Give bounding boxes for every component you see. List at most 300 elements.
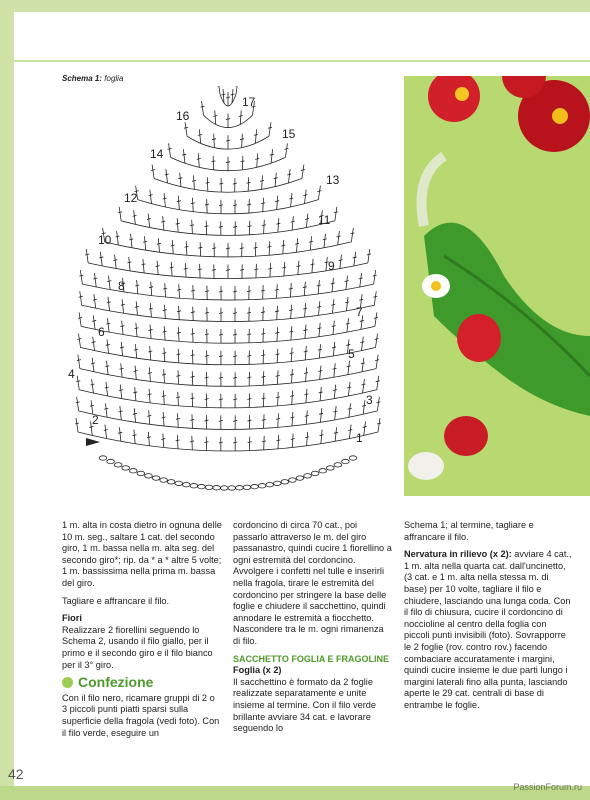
- diagram-stitch: [119, 207, 121, 221]
- diagram-stitch-bar: [377, 423, 381, 424]
- diagram-chain-stitch: [251, 484, 259, 488]
- diagram-chain-stitch: [175, 481, 183, 485]
- diagram-stitch-bar: [92, 342, 96, 343]
- diagram-stitch: [319, 323, 320, 337]
- diagram-stitch-bar: [212, 248, 216, 249]
- diagram-stitch: [278, 413, 279, 427]
- diagram-chain-stitch: [205, 485, 213, 489]
- diagram-stitch-bar: [184, 127, 188, 128]
- diagram-stitch: [354, 252, 356, 266]
- diagram-chain-stitch: [319, 469, 327, 473]
- diagram-chain-stitch: [258, 484, 266, 488]
- diagram-stitch: [171, 262, 172, 276]
- diagram-stitch-bar: [276, 418, 280, 419]
- diagram-row-number: 3: [366, 393, 373, 407]
- diagram-stitch: [348, 382, 350, 396]
- diagram-stitch: [347, 318, 349, 332]
- diagram-stitch-bar: [348, 408, 352, 409]
- diagram-chain-stitch: [228, 486, 236, 490]
- diagram-stitch: [346, 276, 348, 290]
- diagram-stitch: [283, 240, 284, 254]
- diagram-stitch: [185, 122, 187, 136]
- diagram-stitch: [163, 216, 164, 230]
- diagram-stitch-bar: [301, 170, 305, 171]
- diagram-stitch: [215, 110, 216, 124]
- diagram-stitch-bar: [276, 223, 280, 224]
- diagram-stitch: [107, 318, 109, 332]
- page-number: 42: [8, 766, 24, 782]
- diagram-stitch-bar: [149, 195, 153, 196]
- diagram-stitch-bar: [135, 306, 139, 307]
- diagram-stitch-bar: [239, 115, 243, 116]
- diagram-stitch-bar: [157, 243, 161, 244]
- diagram-stitch-bar: [91, 363, 95, 364]
- diagram-row-line: [78, 432, 378, 451]
- diagram-chain-stitch: [190, 484, 198, 488]
- diagram-stitch: [80, 270, 82, 284]
- diagram-stitch-bar: [104, 430, 108, 431]
- diagram-stitch-bar: [105, 366, 109, 367]
- diagram-stitch-bar: [247, 377, 251, 378]
- diagram-chain-stitch: [213, 486, 221, 490]
- diagram-stitch-bar: [176, 375, 180, 376]
- diagram-stitch: [335, 207, 337, 221]
- diagram-stitch-bar: [290, 374, 294, 375]
- diagram-stitch: [376, 355, 378, 369]
- diagram-stitch: [305, 303, 306, 317]
- diagram-stitch: [150, 346, 151, 360]
- diagram-stitch: [305, 325, 306, 339]
- diagram-stitch-bar: [79, 296, 83, 297]
- diagram-stitch-bar: [162, 374, 166, 375]
- diagram-stitch: [108, 297, 110, 311]
- diagram-stitch-bar: [305, 437, 309, 438]
- diagram-stitch: [166, 169, 168, 183]
- diagram-stitch-bar: [147, 219, 151, 220]
- diagram-stitch-bar: [161, 439, 165, 440]
- diagram-stitch: [94, 273, 96, 287]
- diagram-stitch: [321, 430, 322, 444]
- diagram-stitch-bar: [219, 377, 223, 378]
- diagram-chain-stitch: [107, 459, 115, 463]
- diagram-stitch-bar: [233, 399, 237, 400]
- diagram-stitch-bar: [353, 257, 357, 258]
- diagram-stitch-bar: [247, 204, 251, 205]
- diagram-stitch-bar: [282, 267, 286, 268]
- diagram-stitch: [93, 337, 95, 351]
- diagram-stitch-bar: [205, 399, 209, 400]
- diagram-stitch-bar: [107, 281, 111, 282]
- col2-paragraph-2: Il sacchettino è formato da 2 foglie realizzate separatamente e unite insieme al termine. Con il filo verde brillante avviare 34 cat. e lavorare seguendo lo: [233, 676, 376, 734]
- diagram-stitch-bar: [185, 246, 189, 247]
- diagram-stitch: [310, 236, 311, 250]
- diagram-stitch: [324, 234, 326, 248]
- diagram-stitch: [305, 346, 306, 360]
- diagram-stitch-bar: [133, 215, 137, 216]
- diagram-stitch-bar: [231, 94, 235, 95]
- diagram-stitch: [349, 425, 351, 439]
- header-band: [14, 12, 590, 62]
- diagram-stitch-bar: [247, 291, 251, 292]
- diagram-stitch-bar: [162, 417, 166, 418]
- diagram-stitch-bar: [78, 317, 82, 318]
- diagram-stitch-bar: [275, 311, 279, 312]
- diagram-stitch-bar: [240, 139, 244, 140]
- diagram-stitch: [149, 389, 150, 403]
- diagram-chain-stitch: [99, 456, 107, 460]
- diagram-stitch-bar: [233, 291, 237, 292]
- diagram-stitch-bar: [161, 221, 165, 222]
- diagram-stitch: [255, 129, 256, 143]
- diagram-row-number: 5: [348, 347, 355, 361]
- diagram-stitch-bar: [133, 435, 137, 436]
- diagram-stitch-bar: [374, 317, 378, 318]
- diagram-stitch-bar: [226, 270, 230, 271]
- diagram-stitch: [361, 337, 363, 351]
- diagram-stitch-bar: [205, 204, 209, 205]
- diagram-stitch: [319, 344, 320, 358]
- diagram-stitch-bar: [165, 174, 169, 175]
- diagram-stitch: [291, 348, 292, 362]
- diagram-stitch: [346, 297, 348, 311]
- diagram-stitch-bar: [303, 330, 307, 331]
- diagram-stitch-bar: [93, 299, 97, 300]
- diagram-stitch-bar: [205, 420, 209, 421]
- diagram-stitch: [236, 86, 238, 94]
- diagram-stitch-bar: [333, 390, 337, 391]
- diagram-stitch: [120, 385, 121, 399]
- diagram-chain-stitch: [311, 471, 319, 475]
- nervatura-text: avviare 4 cat., 1 m. alta nella quarta cat. dall'uncinetto, (3 cat. e 1 m. alta nella stessa m. di base) per 10 volte, tagliare il filo e chiudere, lasciando una lunga coda. Con il filo di chiusura, cucire il cordoncino di nocciolinе al centro della foglia con piccoli punti invisibili (foto). Sovrapporre le 2 foglie (rov. contro rov.) facendo combaciare accuratamente i margini, quindi cucire insieme le due parti lungo i margini laterali fino alla punta, lasciando aperte le 29 cat. centrali di base di entrambe le foglie.: [404, 549, 572, 710]
- diagram-stitch: [334, 385, 335, 399]
- diagram-stitch: [152, 165, 154, 179]
- diagram-stitch-bar: [262, 376, 266, 377]
- diagram-stitch-bar: [226, 140, 230, 141]
- diagram-stitch-bar: [129, 239, 133, 240]
- diagram-stitch: [198, 153, 199, 167]
- diagram-stitch-bar: [275, 201, 279, 202]
- diagram-chain-stitch: [137, 471, 145, 475]
- diagram-stitch-bar: [163, 310, 167, 311]
- diagram-stitch: [177, 218, 178, 232]
- diagram-stitch-bar: [261, 203, 265, 204]
- diagram-stitch-bar: [162, 396, 166, 397]
- diagram-chain-stitch: [273, 481, 281, 485]
- diagram-stitch: [164, 326, 165, 340]
- diagram-stitch-bar: [149, 330, 153, 331]
- diagram-chain-stitch: [152, 476, 160, 480]
- diagram-row-line: [154, 179, 302, 193]
- diagram-stitch: [136, 323, 137, 337]
- diagram-stitch: [178, 413, 179, 427]
- diagram-stitch-bar: [177, 332, 181, 333]
- diagram-stitch: [376, 334, 378, 348]
- diagram-stitch-bar: [359, 278, 363, 279]
- text-column-3: [404, 520, 574, 718]
- diagram-stitch-bar: [284, 148, 288, 149]
- diagram-stitch-bar: [149, 308, 153, 309]
- diagram-stitch: [292, 391, 293, 405]
- col1-paragraph-2: Tagliare e affrancare il filo.: [62, 595, 170, 606]
- diagram-stitch: [292, 434, 293, 448]
- diagram-stitch-bar: [262, 225, 266, 226]
- diagram-row-line: [81, 326, 375, 343]
- diagram-stitch: [291, 369, 292, 383]
- diagram-stitch-bar: [163, 331, 167, 332]
- diagram-stitch-bar: [233, 313, 237, 314]
- diagram-stitch-bar: [177, 289, 181, 290]
- diagram-chain-stitch: [220, 486, 228, 490]
- diagram-stitch-bar: [226, 162, 230, 163]
- diagram-stitch-bar: [106, 344, 110, 345]
- diagram-stitch-bar: [191, 203, 195, 204]
- diagram-stitch: [332, 299, 333, 313]
- diagram-stitch: [148, 432, 149, 446]
- diagram-stitch-bar: [219, 291, 223, 292]
- diagram-stitch-bar: [226, 248, 230, 249]
- diagram-stitch-bar: [118, 212, 122, 213]
- diagram-stitch-bar: [219, 334, 223, 335]
- diagram-stitch-bar: [233, 377, 237, 378]
- diagram-stitch-bar: [276, 397, 280, 398]
- diagram-stitch-bar: [163, 288, 167, 289]
- diagram-stitch-bar: [346, 344, 350, 345]
- bullet-dot-icon: [62, 677, 73, 688]
- diagram-stitch-bar: [177, 201, 181, 202]
- diagram-chain-stitch: [304, 474, 312, 478]
- diagram-stitch-bar: [375, 360, 379, 361]
- diagram-stitch: [363, 400, 365, 414]
- diagram-row-line: [121, 221, 335, 236]
- diagram-stitch: [304, 190, 306, 204]
- diagram-stitch-bar: [170, 267, 174, 268]
- diagram-stitch-bar: [133, 392, 137, 393]
- diagram-row-line: [79, 390, 377, 408]
- diagram-stitch-bar: [76, 402, 80, 403]
- diagram-stitch: [86, 249, 88, 263]
- diagram-stitch: [277, 306, 278, 320]
- diagram-stitch-bar: [254, 269, 258, 270]
- diagram-stitch: [275, 173, 276, 187]
- footer-band: [0, 786, 590, 800]
- diagram-stitch: [105, 425, 107, 439]
- diagram-stitch-bar: [119, 390, 123, 391]
- diagram-stitch: [278, 218, 279, 232]
- diagram-stitch: [165, 283, 166, 297]
- schema-caption: [62, 74, 123, 83]
- diagram-stitch: [122, 321, 123, 335]
- diagram-stitch: [332, 278, 333, 292]
- diagram-stitch-bar: [303, 195, 307, 196]
- diagram-stitch: [178, 349, 179, 363]
- diagram-stitch: [290, 283, 291, 297]
- diagram-stitch: [119, 427, 120, 441]
- diagram-stitch-bar: [323, 239, 327, 240]
- col1-paragraph: 1 m. alta in costa dietro in ognuna delle 10 m. seg., saltare 1 cat. del secondo giro, 1 m. bassa nella m. alta seg. del secondo giro*; rip. da * a * altre 5 volte; 1 m. bassissima nella prima m. bassa del giro.: [62, 520, 222, 588]
- diagram-stitch: [242, 156, 243, 170]
- diagram-chain-stitch: [289, 478, 297, 482]
- diagram-stitch: [149, 410, 150, 424]
- diagram-stitch: [150, 303, 151, 317]
- diagram-stitch: [349, 403, 351, 417]
- diagram-stitch: [292, 216, 293, 230]
- diagram-chain-stitch: [183, 482, 191, 486]
- diagram-stitch-bar: [119, 411, 123, 412]
- diagram-stitch: [306, 367, 307, 381]
- diagram-stitch-bar: [262, 419, 266, 420]
- diagram-stitch-bar: [291, 221, 295, 222]
- diagram-stitch: [121, 363, 122, 377]
- diagram-stitch: [163, 391, 164, 405]
- diagram-stitch-bar: [318, 371, 322, 372]
- diagram-row-number: 11: [318, 213, 331, 227]
- diagram-stitch-bar: [287, 174, 291, 175]
- diagram-row-number: 6: [98, 325, 105, 339]
- diagram-stitch-bar: [106, 323, 110, 324]
- photo-strawberry-leaf-bag: [404, 76, 590, 496]
- diagram-stitch-bar: [205, 334, 209, 335]
- diagram-stitch: [304, 282, 305, 296]
- diagram-stitch: [150, 190, 152, 204]
- diagram-stitch-bar: [205, 291, 209, 292]
- diagram-stitch: [180, 173, 181, 187]
- diagram-stitch: [364, 421, 366, 435]
- diagram-stitch: [277, 327, 278, 341]
- diagram-stitch-bar: [219, 313, 223, 314]
- diagram-stitch-bar: [290, 396, 294, 397]
- diagram-stitch-bar: [247, 420, 251, 421]
- diagram-stitch: [79, 312, 81, 326]
- diagram-stitch: [129, 257, 130, 271]
- diagram-stitch-bar: [363, 426, 367, 427]
- diagram-stitch-bar: [197, 158, 201, 159]
- sacchetto-heading: SACCHETTO FOGLIA E FRAGOLINE: [233, 653, 390, 664]
- diagram-stitch: [177, 435, 178, 449]
- diagram-start-arrow-icon: [86, 438, 100, 446]
- diagram-stitch-bar: [204, 226, 208, 227]
- diagram-chain-stitch: [334, 463, 342, 467]
- diagram-stitch-bar: [134, 371, 138, 372]
- diagram-stitch-bar: [201, 106, 205, 107]
- diagram-stitch-bar: [190, 398, 194, 399]
- diagram-stitch-bar: [176, 440, 180, 441]
- diagram-stitch-bar: [233, 356, 237, 357]
- diagram-stitch-bar: [291, 439, 295, 440]
- diagram-chain-stitch: [266, 482, 274, 486]
- diagram-stitch-bar: [212, 269, 216, 270]
- diagram-stitch: [306, 410, 307, 424]
- diagram-stitch: [77, 376, 79, 390]
- diagram-stitch: [277, 349, 278, 363]
- diagram-stitch: [164, 305, 165, 319]
- diagram-stitch: [178, 196, 179, 210]
- diagram-stitch-bar: [176, 418, 180, 419]
- col2-paragraph: cordoncino di circa 70 cat., poi passarlo attraverso le m. del giro passanastro, quindi cucire 1 fiorellino a ogni estremità del cordoncino. Avvolgere i confetti nel tulle e inserirli nella fragola, tirare le estremità del cordoncino per stringere la base delle foglie e chiudere il sacchettino, quindi annodare le estremità a fiocchetto. Nascondere tra le m. ogni rimanenza di filo.: [233, 520, 392, 646]
- diagram-chain-stitch: [342, 459, 350, 463]
- diagram-stitch: [106, 361, 108, 375]
- diagram-stitch: [351, 228, 353, 242]
- diagram-stitch: [131, 234, 133, 248]
- diagram-chain-stitch: [130, 469, 138, 473]
- diagram-stitch-bar: [115, 236, 119, 237]
- diagram-stitch: [135, 366, 136, 380]
- diagram-stitch-bar: [305, 219, 309, 220]
- diagram-stitch: [158, 238, 159, 252]
- diagram-stitch-bar: [309, 241, 313, 242]
- diagram-stitch-bar: [135, 285, 139, 286]
- diagram-stitch: [164, 348, 165, 362]
- diagram-stitch-bar: [213, 115, 217, 116]
- diagram-row-line: [80, 369, 376, 387]
- diagram-stitch-bar: [134, 349, 138, 350]
- diagram-stitch-bar: [247, 312, 251, 313]
- diagram-stitch-bar: [281, 245, 285, 246]
- diagram-stitch-bar: [348, 430, 352, 431]
- diagram-stitch-bar: [254, 247, 258, 248]
- confezione-text: Con il filo nero, ricamare gruppi di 2 o 3 piccoli punti piatti sparsi sulla superficie della fragola (vedi foto). Con il filo verde, eseguire un: [62, 692, 220, 738]
- diagram-chain-stitch: [198, 484, 206, 488]
- diagram-stitch: [362, 358, 364, 372]
- diagram-stitch-bar: [233, 205, 237, 206]
- diagram-stitch-bar: [303, 287, 307, 288]
- diagram-stitch-bar: [192, 180, 196, 181]
- diagram-row-number: 9: [328, 259, 335, 273]
- diagram-stitch-bar: [261, 312, 265, 313]
- diagram-stitch-bar: [304, 372, 308, 373]
- diagram-stitch: [163, 412, 164, 426]
- diagram-stitch: [117, 231, 119, 245]
- diagram-stitch-bar: [241, 161, 245, 162]
- diagram-stitch-bar: [176, 397, 180, 398]
- diagram-stitch-bar: [127, 262, 131, 263]
- diagram-chain-stitch: [236, 486, 244, 490]
- diagram-stitch-bar: [142, 264, 146, 265]
- diagram-stitch-bar: [276, 375, 280, 376]
- diagram-stitch: [135, 344, 136, 358]
- diagram-stitch-bar: [373, 296, 377, 297]
- diagram-row-number: 16: [176, 109, 190, 123]
- schema-title: Schema 1:: [62, 74, 103, 83]
- diagram-stitch-bar: [268, 127, 272, 128]
- diagram-stitch: [178, 370, 179, 384]
- diagram-stitch: [334, 363, 335, 377]
- diagram-stitch-bar: [134, 328, 138, 329]
- diagram-stitch-bar: [332, 326, 336, 327]
- diagram-stitch: [76, 418, 78, 432]
- diagram-stitch-bar: [107, 302, 111, 303]
- diagram-stitch: [248, 177, 249, 191]
- diagram-stitch: [320, 366, 321, 380]
- diagram-stitch-bar: [359, 299, 363, 300]
- diagram-stitch: [192, 220, 193, 234]
- diagram-stitch: [288, 169, 290, 183]
- diagram-stitch: [214, 134, 215, 148]
- diagram-stitch-bar: [350, 233, 354, 234]
- confezione-heading: [62, 674, 222, 691]
- diagram-stitch: [134, 408, 135, 422]
- diagram-stitch: [319, 301, 320, 315]
- diagram-stitch: [306, 214, 307, 228]
- diagram-stitch: [292, 412, 293, 426]
- diagram-stitch-bar: [376, 381, 380, 382]
- diagram-stitch: [121, 342, 122, 356]
- diagram-stitch-bar: [260, 180, 264, 181]
- diagram-stitch: [134, 430, 135, 444]
- diagram-stitch: [335, 406, 336, 420]
- diagram-stitch-bar: [290, 417, 294, 418]
- diagram-stitch-bar: [219, 183, 223, 184]
- diagram-stitch: [278, 392, 279, 406]
